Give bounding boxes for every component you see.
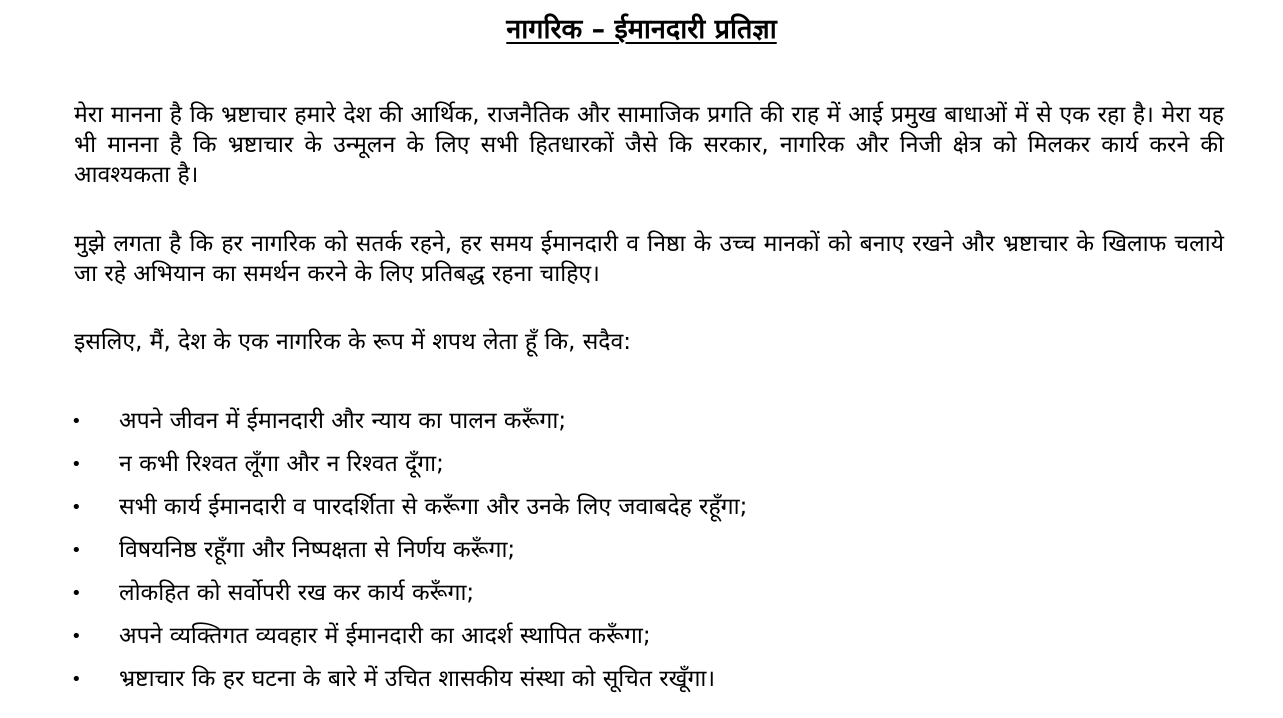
pledge-item [66, 658, 1226, 701]
bullet-icon: • [71, 669, 82, 690]
pledge-item [66, 443, 1226, 486]
pledge-text: लोकहित को सर्वोपरी रख कर कार्य करूँगा; [119, 580, 475, 606]
pledge-text: अपने जीवन में ईमानदारी और न्याय का पालन करूँगा; [119, 408, 567, 434]
pledge-item [66, 615, 1226, 658]
bullet-icon: • [71, 454, 82, 475]
pledge-list [66, 400, 1226, 701]
pledge-item [66, 486, 1226, 529]
pledge-title: नागरिक – ईमानदारी प्रतिज्ञा [506, 14, 777, 45]
intro-paragraph-1: मेरा मानना है कि भ्रष्टाचार हमारे देश की आर्थिक, राजनैतिक और सामाजिक प्रगति की राह में आई प्रमुख बाधाओं में से एक रहा है। मेरा यह भी मानना है कि भ्रष्टाचार के उन्मूलन के लिए सभी हितधारकों जैसे कि सरकार, नागरिक और निजी क्षेत्र को मिलकर कार्य करने की आवश्यकता है। [74, 102, 1224, 188]
pledge-text: अपने व्यक्तिगत व्यवहार में ईमानदारी का आदर्श स्थापित करूँगा; [119, 623, 651, 649]
oath-lead-in: इसलिए, मैं, देश के एक नागरिक के रूप में शपथ लेता हूँ कि, सदैव: [74, 329, 631, 355]
pledge-text: न कभी रिश्वत लूँगा और न रिश्वत दूँगा; [119, 451, 444, 477]
pledge-text: सभी कार्य ईमानदारी व पारदर्शिता से करूँगा और उनके लिए जवाबदेह रहूँगा; [119, 494, 748, 520]
intro-paragraph-2: मुझे लगता है कि हर नागरिक को सतर्क रहने, हर समय ईमानदारी व निष्ठा के उच्च मानकों को बनाए रखने और भ्रष्टाचार के खिलाफ चलाये जा रहे अभियान का समर्थन करने के लिए प्रतिबद्ध रहना चाहिए। [74, 231, 1224, 287]
bullet-icon: • [71, 583, 82, 604]
bullet-icon: • [71, 411, 82, 432]
pledge-text: विषयनिष्ठ रहूँगा और निष्पक्षता से निर्णय करूँगा; [119, 537, 516, 563]
pledge-item [66, 529, 1226, 572]
bullet-icon: • [71, 626, 82, 647]
bullet-icon: • [71, 497, 82, 518]
pledge-item [66, 400, 1226, 443]
bullet-icon: • [71, 540, 82, 561]
pledge-text: भ्रष्टाचार कि हर घटना के बारे में उचित शासकीय संस्था को सूचित रखूँगा। [119, 666, 716, 692]
pledge-item [66, 572, 1226, 615]
